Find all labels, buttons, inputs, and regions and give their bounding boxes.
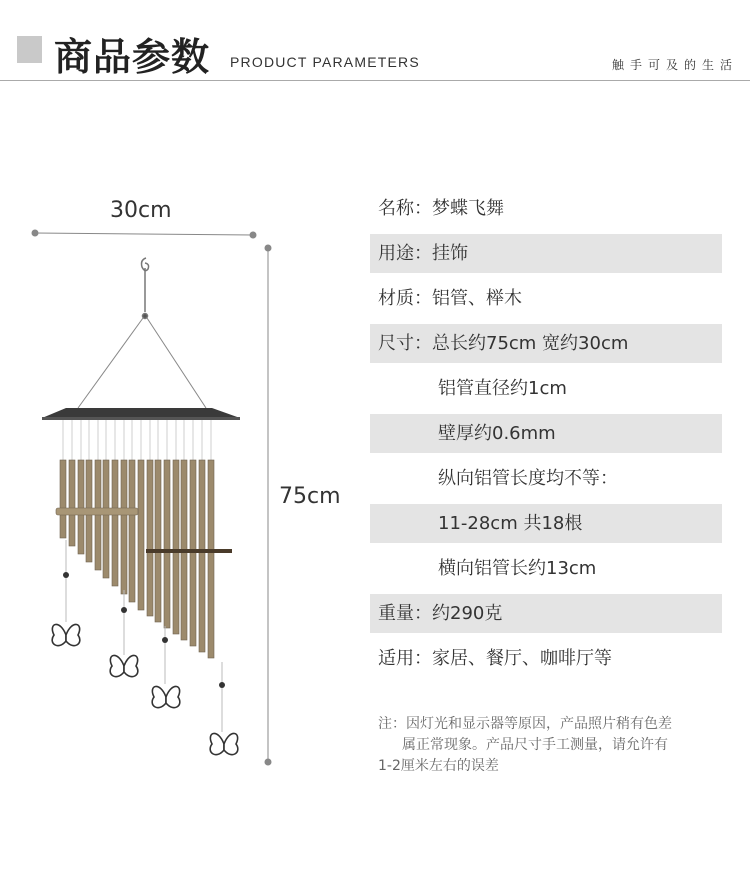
spec-row-tube-count: 11-28cm 共18根 [370,504,722,543]
spec-row-material: 材质：铝管、榉木 [378,288,522,309]
aluminum-tubes [60,460,214,658]
spec-row-application: 适用：家居、餐厅、咖啡厅等 [378,648,612,669]
spec-row-size: 尺寸：总长约75cm 宽约30cm [370,324,722,363]
butterfly-pendant-2 [110,655,138,676]
horizontal-tube [56,508,138,515]
spec-row-tube-lengths: 纵向铝管长度均不等： [438,468,618,489]
tube-strings [63,420,211,462]
wooden-bar [146,549,232,553]
wooden-top-plate [42,408,240,418]
header-slogan: 触手可及的生活 [611,58,738,72]
spec-list [370,189,722,684]
spec-row-horizontal-tube: 横向铝管长约13cm [438,558,597,579]
spec-row-wall-thickness: 壁厚约0.6mm [370,414,722,453]
page-subtitle: PRODUCT PARAMETERS [230,54,420,70]
page-title: 商品参数 [54,35,211,79]
butterfly-pendant-1 [52,624,80,645]
disclaimer-note [378,714,718,777]
butterfly-pendant-3 [152,686,180,707]
height-dimension-line [265,245,271,765]
note-line-3: 1-2厘米左右的误差 [378,758,499,774]
butterfly-pendant-4 [210,733,238,754]
width-dimension-line [32,230,256,238]
spec-row-name: 名称：梦蝶飞舞 [378,198,504,219]
suspension-wires [78,318,206,408]
spec-row-weight: 重量：约290克 [370,594,722,633]
hanging-hook [142,258,149,319]
note-line-2: 属正常现象。产品尺寸手工测量，请允许有 [402,737,668,753]
wind-chime-product-image [0,0,370,887]
width-dimension-label: 30cm [110,198,172,223]
spec-row-usage: 用途：挂饰 [370,234,722,273]
note-line-1: 注：因灯光和显示器等原因，产品照片稍有色差 [378,716,672,732]
height-dimension-label: 75cm [279,484,341,509]
spec-row-tube-diameter: 铝管直径约1cm [438,378,567,399]
